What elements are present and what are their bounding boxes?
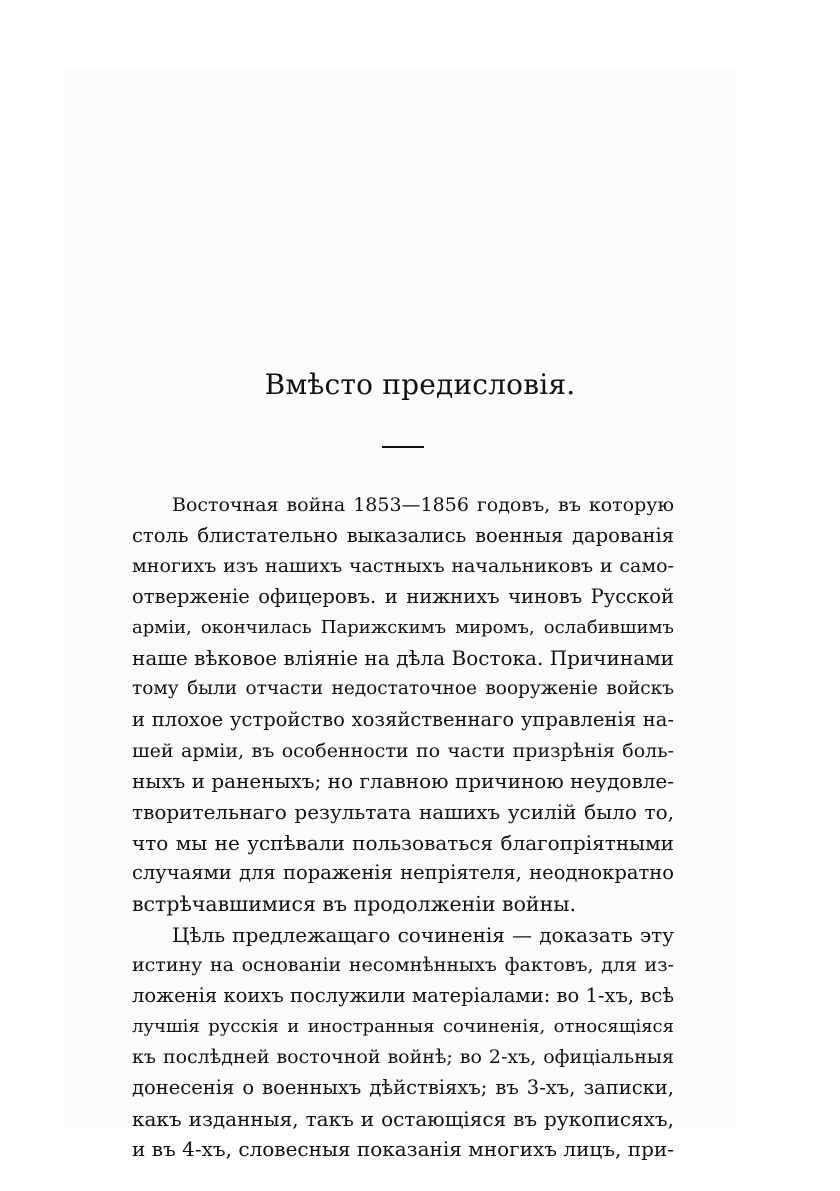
text-line: донесенія о военныхъ дѣйствіяхъ; въ 3-хъ, записки, (132, 1076, 674, 1100)
page-title: Вмѣсто предисловія. (264, 368, 576, 401)
text-line: какъ изданныя, такъ и остающіяся въ рукописяхъ, (132, 1106, 674, 1131)
paragraph-2 (132, 920, 674, 1166)
paragraph-1 (132, 490, 674, 920)
text-line: лучшія русскія и иностранныя сочиненія, относящіяся (132, 1015, 674, 1037)
text-line: многихъ изъ нашихъ частныхъ начальниковъ и само- (132, 555, 674, 578)
text-line: къ послѣдней восточной войнѣ; во 2-хъ, офиціальныя (132, 1046, 674, 1069)
text-line: отверженіе офицеровъ. и нижнихъ чиновъ Русской (132, 585, 674, 609)
title-divider (382, 446, 424, 448)
text-line: Цѣль предлежащаго сочиненія — доказать эту (172, 922, 674, 947)
text-line: наше вѣковое вліяніе на дѣла Востока. Причинами (132, 646, 674, 671)
text-line: встрѣчавшимися въ продолженіи войны. (132, 891, 577, 916)
preface-body (132, 490, 674, 1165)
text-line: что мы не успѣвали пользоваться благопріятными (132, 830, 674, 855)
text-line: тому были отчасти недостаточное вооруженіе войскъ (132, 678, 674, 700)
text-line: случаями для пораженія непріятеля, неоднократно (132, 861, 674, 885)
text-line: истину на основаніи несомнѣнныхъ фактовъ, для из- (132, 954, 674, 977)
text-line: ныхъ и раненыхъ; но главною причиною неудовле- (132, 769, 674, 794)
text-line: шей арміи, въ особенности по части призрѣнія боль- (132, 739, 674, 762)
text-line: творительнаго результата нашихъ усилій было то, (132, 799, 674, 824)
text-line: столь блистательно выказались военныя дарованія (132, 523, 674, 547)
text-line: и въ 4-хъ, словесныя показанія многихъ лицъ, при- (132, 1137, 674, 1162)
text-line: ложенія коихъ послужили матеріалами: во 1-хъ, всѣ (132, 984, 674, 1007)
text-line: и плохое устройство хозяйственнаго управленія на- (132, 707, 674, 731)
text-line: Восточная война 1853—1856 годовъ, въ которую (172, 494, 674, 516)
text-line: арміи, окончилась Парижскимъ миромъ, ослабившимъ (132, 616, 674, 638)
